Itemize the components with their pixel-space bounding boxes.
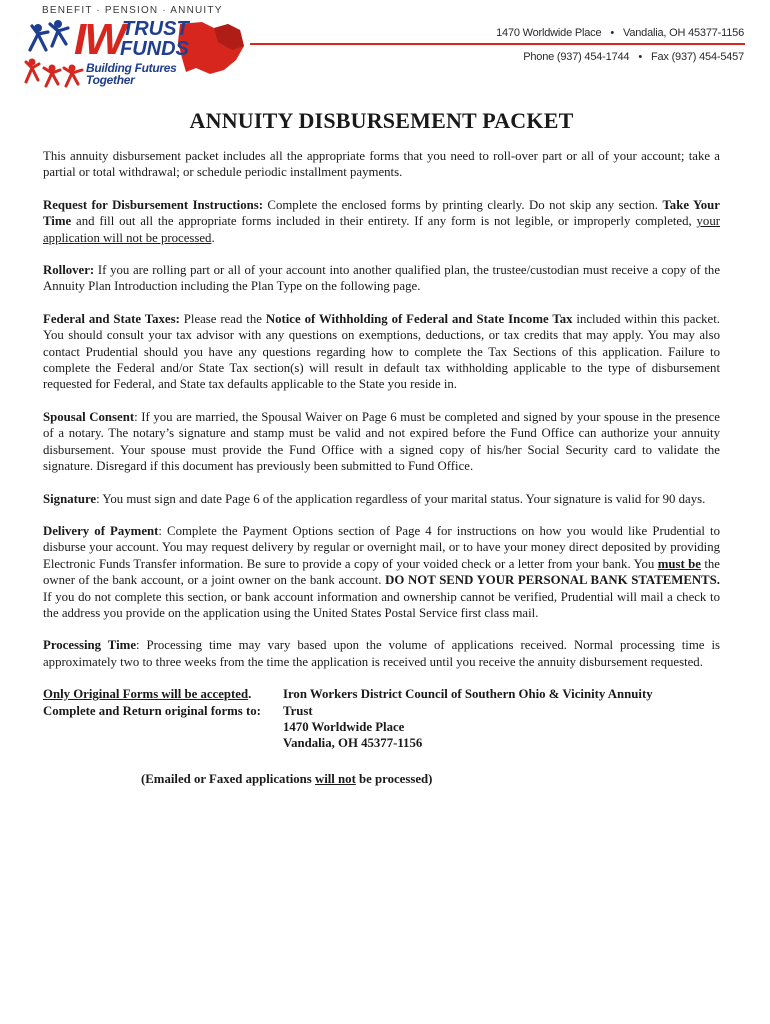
delivery-text-3: If you do not complete this section, or bank account information and ownership cannot be verified, Prudential will mail a check to the address you provide on the application using the United States Postal Service first class mail. — [43, 589, 720, 620]
header-street: 1470 Worldwide Place — [496, 27, 602, 39]
return-address — [283, 686, 653, 752]
logo-funds: FUNDS — [120, 38, 189, 60]
return-org-line1: Iron Workers District Council of Southern Ohio & Vicinity Annuity — [283, 687, 653, 702]
header-bullet: • — [610, 27, 615, 39]
request-text-1: Complete the enclosed forms by printing clearly. Do not skip any section. — [262, 197, 663, 212]
logo-mark: IW — [74, 15, 124, 64]
return-instructions-text: . Complete and Return original forms to: — [43, 687, 261, 718]
must-be-emphasis: must be — [657, 556, 701, 571]
delivery-text-1: : Complete the Payment Options section of Page 4 for instructions on how you would like Prudential to disburse your account. You may request delivery by regular or overnight mail, or to have your money direct deposited by providing Electronic Funds Transfer information. Be sure to provide a copy of your voided check or a letter from your bank. You — [43, 523, 720, 571]
request-text-3: . — [211, 230, 215, 245]
spousal-text: : If you are married, the Spousal Waiver on Page 6 must be completed and signed by your spouse in the presence of a notary. The notary’s signature and stamp must be valid and not expired before the Fund Office can authorize your annuity disbursement. Your spouse must provide the Fund Office with a signed copy of his/her Social Security card to validate the signature. Disregard if this document has previously been submitted to Fund Office. — [43, 409, 720, 474]
taxes-paragraph — [43, 311, 720, 393]
header-contact — [523, 51, 744, 63]
taxes-text-1: Please read the — [179, 311, 266, 326]
rollover-text: If you are rolling part or all of your account into another qualified plan, the trustee/custodian must receive a copy of the Annuity Plan Introduction including the Plan Type on the following page. — [43, 263, 720, 294]
request-heading: Request for Disbursement Instructions: — [43, 197, 263, 212]
logo-tagline: BENEFIT · PENSION · ANNUITY — [42, 5, 223, 16]
logo-slogan-line1: Building Futures — [86, 61, 177, 75]
page-title: ANNUITY DISBURSEMENT PACKET — [189, 108, 574, 133]
signature-text: : You must sign and date Page 6 of the application regardless of your marital status. Your signature is valid for 90 days. — [96, 491, 706, 506]
processing-heading: Processing Time — [43, 638, 136, 653]
header-phone: Phone (937) 454-1744 — [523, 51, 630, 63]
not-processed-warning: your application will not be processed — [43, 214, 720, 245]
header-city: Vandalia, OH 45377-1156 — [623, 27, 744, 39]
will-not-emphasis: will not — [314, 771, 356, 786]
spousal-paragraph — [43, 409, 720, 475]
signature-heading: Signature — [43, 491, 97, 506]
no-bank-statements-warning: DO NOT SEND YOUR PERSONAL BANK STATEMENTS. — [385, 573, 720, 588]
tax-notice-title: Notice of Withholding of Federal and State Income Tax — [265, 311, 573, 326]
processing-paragraph — [43, 637, 720, 670]
delivery-text-2: the owner of the bank account, or a joint owner on the bank account. — [43, 556, 720, 588]
original-forms-only: Only Original Forms will be accepted — [43, 687, 249, 702]
rollover-heading: Rollover: — [43, 263, 95, 278]
rollover-paragraph — [43, 262, 720, 295]
logo-slogan — [86, 62, 177, 86]
taxes-text-2: included within this packet. You should consult your tax advisor with any questions on exemptions, deductions, or tax credits that may apply. You may also contact Prudential should you have any questions regarding how to complete the Tax Sections of this application. Failure to complete the Federal and/or State Tax section(s) will result in default tax withholding applicable to the type of disbursement requested for Federal, and State tax defaults applicable to the State you reside in. — [43, 311, 720, 392]
take-your-time: Take Your Time — [43, 197, 720, 229]
spousal-heading: Spousal Consent — [43, 409, 135, 424]
taxes-heading: Federal and State Taxes: — [43, 311, 180, 326]
header-divider — [250, 43, 745, 45]
return-section — [43, 686, 720, 752]
header-bullet-2: • — [638, 51, 642, 63]
delivery-heading: Delivery of Payment — [43, 523, 159, 538]
intro-paragraph: This annuity disbursement packet includes all the appropriate forms that you need to roll-over part or all of your account; take a partial or total withdrawal; or schedule periodic installment payments. — [43, 149, 720, 180]
logo-slogan-line2: Together — [86, 73, 135, 87]
processing-text: : Processing time may vary based upon the volume of applications received. Normal processing time is approximately two to three weeks from the time the application is received until you receive the annuity disbursement requested. — [43, 638, 720, 669]
logo-trust: TRUST — [122, 18, 189, 40]
request-text-2: and fill out all the appropriate forms included in their entirety. If any form is not legible, or improperly completed, — [71, 214, 697, 229]
note-text-1: (Emailed or Faxed applications — [141, 771, 315, 786]
document-body — [43, 108, 720, 787]
header-address — [496, 27, 744, 39]
delivery-paragraph — [43, 523, 720, 621]
email-fax-note — [43, 772, 720, 787]
return-city: Vandalia, OH 45377-1156 — [283, 736, 423, 751]
header-fax: Fax (937) 454-5457 — [650, 51, 744, 63]
signature-paragraph — [43, 491, 720, 507]
return-street: 1470 Worldwide Place — [283, 719, 405, 734]
note-text-2: be processed) — [355, 771, 433, 786]
return-instructions — [43, 686, 283, 752]
return-org-line2: Trust — [283, 703, 313, 718]
request-paragraph — [43, 197, 720, 246]
